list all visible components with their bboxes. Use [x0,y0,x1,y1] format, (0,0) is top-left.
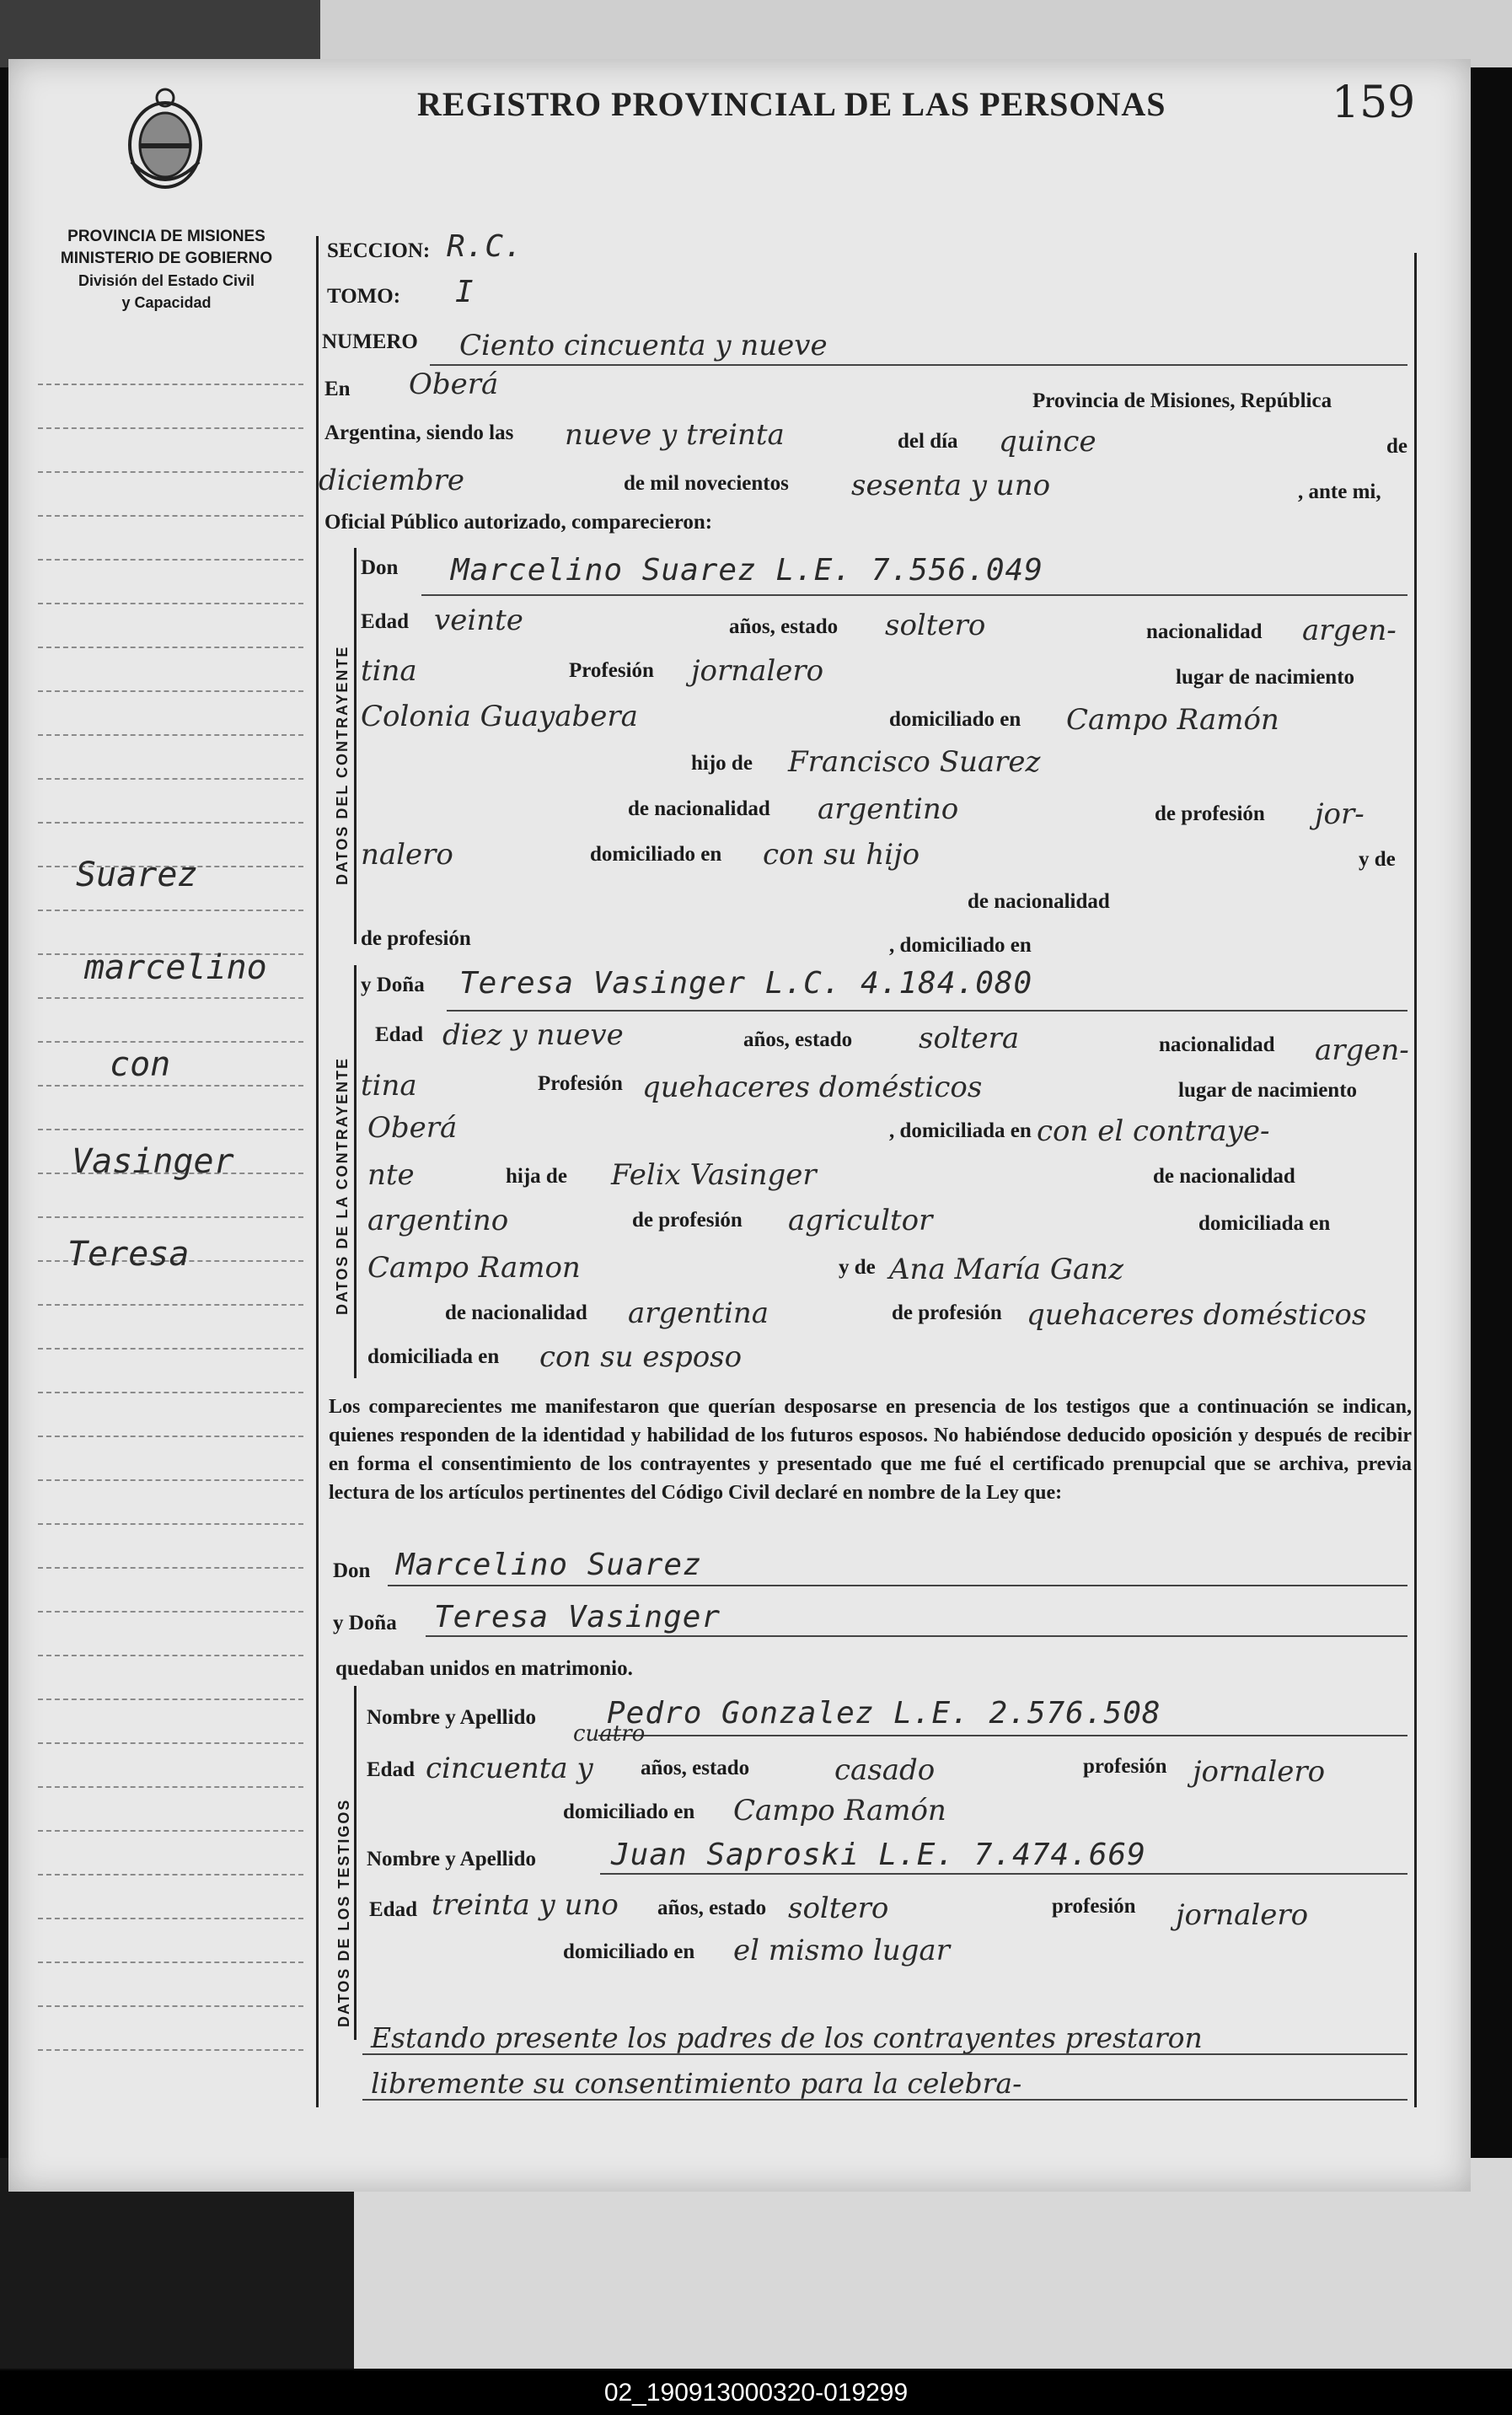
margin-dotted-line [38,822,303,824]
padre-la-domicilio: Campo Ramon [367,1251,581,1285]
margin-dotted-line [38,734,303,736]
margin-dotted-line [38,1874,303,1876]
tomo-label: TOMO: [327,285,401,308]
testigo-1-domicilio: Campo Ramón [733,1794,946,1827]
image-caption: 02_190913000320-019299 [0,2370,1512,2415]
decl-dona-label: y Doña [333,1612,397,1634]
en-label: En [324,378,351,400]
testigo-1-nombre: Pedro Gonzalez L.E. 2.576.508 [607,1696,1161,1731]
contrayente-section-label: DATOS DEL CONTRAYENTE [334,645,351,885]
argentina-text: Argentina, siendo las [324,421,514,444]
t1-nombre-label: Nombre y Apellido [367,1706,536,1729]
anios-estado-la-label: años, estado [743,1028,853,1051]
nacionalidad-label: nacionalidad [1146,620,1263,643]
margin-dotted-line [38,559,303,561]
domiciliada-en-label: , domiciliada en [889,1119,1032,1142]
contrayente-profesion: jornalero [691,654,824,688]
padre-profesion-2: nalero [361,838,453,872]
t1-domiciliado-label: domiciliado en [563,1801,695,1823]
testigo-1-edad-sup: cuatro [573,1721,646,1747]
margin-dotted-line [38,778,303,780]
lugar-nac-la-label: lugar de nacimiento [1178,1079,1358,1102]
contrayente-la-estado: soltera [919,1022,1020,1055]
margin-dotted-line [38,1041,303,1043]
margin-dotted-line [38,1304,303,1306]
margin-dotted-line [38,1523,303,1525]
margin-dotted-line [38,647,303,648]
de-nacionalidad-la-label: de nacionalidad [1153,1165,1295,1188]
testigo-2-nombre: Juan Saproski L.E. 7.474.669 [611,1838,1146,1872]
padre-domicilio: con su hijo [763,838,920,872]
t1-edad-label: Edad [367,1758,415,1781]
provincia-text: Provincia de Misiones, República [1032,389,1332,412]
en-value: Oberá [409,368,499,401]
contrayente-la-nombre: Teresa Vasinger L.C. 4.184.080 [459,966,1033,1001]
margin-dotted-line [38,471,303,473]
margin-dotted-line [38,2049,303,2051]
de-nacionalidad2-label: de nacionalidad [968,890,1110,913]
domiciliado-en-label: domiciliado en [889,708,1021,731]
contrayente-la-edad: diez y nueve [442,1018,624,1052]
domiciliada-en2-label: domiciliada en [1198,1212,1331,1235]
dona-label: y Doña [361,974,425,996]
margin-dotted-line [38,1085,303,1087]
margin-dotted-line [38,1392,303,1393]
de-profesion2-la-label: de profesión [892,1301,1002,1324]
ante-mi-label: , ante mi, [1298,480,1381,503]
argentine-seal-icon [120,86,211,197]
decl-dona-value: Teresa Vasinger [434,1600,721,1634]
de-label: de [1386,435,1407,458]
madre-profesion: quehaceres domésticos [1027,1298,1367,1332]
profesion-label: Profesión [569,659,654,682]
hija-de-label: hija de [506,1165,567,1188]
contrayente-la-nacionalidad-2: tina [361,1069,417,1103]
margin-note-surname: Suarez [76,856,198,894]
ministry-line-4: y Capacidad [121,294,212,311]
domiciliado-en2-label: domiciliado en [590,843,722,866]
seccion-label: SECCION: [327,239,431,262]
testigos-bracket [354,1686,357,2040]
padre-profesion-1: jor- [1315,797,1365,831]
don-label: Don [361,556,399,579]
testigo-1-estado: casado [834,1753,936,1787]
contrayente-la-lugar-nac: Oberá [367,1111,458,1145]
t2-domiciliado-label: domiciliado en [563,1940,695,1963]
padre-la-nacionalidad: argentino [367,1204,509,1237]
nota-line-1: Estando presente los padres de los contrayentes prestaron [371,2021,1203,2054]
margin-note-con: con [110,1045,171,1084]
tomo-value: I [455,275,475,309]
numero-value: Ciento cincuenta y nueve [459,329,828,362]
decl-don-value: Marcelino Suarez [396,1548,702,1582]
t1-anios-estado-label: años, estado [641,1757,750,1779]
contrayente-la-padre: Felix Vasinger [611,1158,817,1192]
testigos-section-label: DATOS DE LOS TESTIGOS [335,1798,352,2027]
contrayente-la-profesion: quehaceres domésticos [642,1071,983,1104]
de-profesion2-label: de profesión [361,927,471,950]
ministry-line-1: PROVINCIA DE MISIONES [67,228,265,245]
mes-value: diciembre [319,464,465,497]
anios-estado-label: años, estado [729,615,839,638]
margin-dotted-line [38,1611,303,1613]
hora-value: nueve y treinta [565,418,785,452]
madre-nacionalidad: argentina [628,1296,769,1330]
margin-dotted-line [38,1655,303,1656]
contrayente-la-madre: Ana María Ganz [889,1253,1124,1286]
numero-label: NUMERO [322,330,418,353]
margin-dotted-line [38,515,303,517]
hijo-de-label: hijo de [691,752,753,775]
del-dia-label: del día [898,430,958,453]
margin-dotted-line [38,1830,303,1832]
edad-la-label: Edad [375,1023,423,1046]
margin-dotted-line [38,1567,303,1569]
ministry-line-2: MINISTERIO DE GOBIERNO [60,250,273,267]
domiciliada-en3-label: domiciliada en [367,1345,500,1368]
margin-note-spouse-name: Teresa [67,1235,190,1274]
margin-dotted-line [38,1962,303,1963]
t2-nombre-label: Nombre y Apellido [367,1848,536,1870]
oficial-text: Oficial Público autorizado, comparecieron: [324,511,713,534]
domiciliado-en3-label: , domiciliado en [889,934,1032,957]
testigo-1-profesion: jornalero [1193,1755,1326,1789]
margin-dotted-line [38,1348,303,1350]
margin-dotted-line [38,1918,303,1919]
de-profesion-label: de profesión [1155,802,1265,825]
margin-dotted-line [38,1699,303,1700]
dia-value: quince [999,425,1096,459]
contrayente-estado: soltero [885,609,986,642]
contrayente-edad: veinte [434,604,523,637]
ministry-line-3: División del Estado Civil [78,272,255,289]
testigo-2-edad: treinta y uno [432,1888,619,1922]
edad-label: Edad [361,610,409,633]
testigo-2-profesion: jornalero [1176,1898,1309,1932]
seccion-value: R.C. [447,229,523,264]
t1-profesion-label: profesión [1083,1755,1167,1778]
contrayente-bracket [354,548,357,944]
margin-dotted-line [38,910,303,911]
padre-la-profesion: agricultor [788,1204,933,1237]
margin-note-spouse-surname: Vasinger [72,1142,234,1181]
t2-edad-label: Edad [369,1898,417,1921]
margin-dotted-line [38,690,303,692]
margin-dotted-line [38,997,303,999]
margin-dotted-line [38,1786,303,1788]
t2-profesion-label: profesión [1052,1895,1136,1918]
background-top [0,0,1512,67]
margin-dotted-line [38,1216,303,1218]
profesion-la-label: Profesión [538,1072,623,1095]
testigo-1-edad: cincuenta y [426,1752,593,1785]
de-mil-label: de mil novecientos [624,472,789,495]
margin-dotted-line [38,1129,303,1130]
margin-divider [316,236,319,2107]
margin-dotted-line [38,2005,303,2007]
de-nacionalidad2-la-label: de nacionalidad [445,1301,587,1324]
y-de-la-label: y de [839,1256,876,1279]
anio-value: sesenta y uno [851,469,1051,502]
contrayente-lugar-nac: Colonia Guayabera [361,700,638,733]
contrayente-nacionalidad-2: tina [361,654,417,688]
margin-dotted-line [38,603,303,604]
lugar-nac-label: lugar de nacimiento [1176,666,1355,689]
declaracion-paragraph: Los comparecientes me manifestaron que querían desposarse en presencia de los testigos que a continuación se indican, quienes responden de la identidad y habilidad de los futuros esposos. No habiéndose deducido oposición y después de recibir en forma el consentimiento de los contrayentes y presentado que me fué el certificado prenupcial que se archiva, previa lectura de los artículos pertinentes del Código Civil declaré en nombre de la Ley que: [329,1396,1412,1504]
contrayente-domicilio: Campo Ramón [1066,703,1279,737]
contrayente-padre: Francisco Suarez [788,745,1041,779]
de-nacionalidad-label: de nacionalidad [628,797,770,820]
contrayente-la-bracket [354,965,357,1378]
t2-anios-estado-label: años, estado [657,1897,767,1919]
padre-nacionalidad: argentino [818,792,959,826]
testigo-2-estado: soltero [788,1892,889,1925]
nacionalidad-la-label: nacionalidad [1159,1033,1275,1056]
right-border [1414,253,1417,2107]
margin-dotted-line [38,1436,303,1437]
contrayente-la-domicilio-1: con el contraye- [1037,1114,1270,1148]
page-number: 159 [1332,78,1416,128]
contrayente-nacionalidad-1: argen- [1302,614,1397,647]
de-profesion-la-label: de profesión [632,1209,743,1232]
margin-dotted-line [38,1742,303,1744]
page-title: REGISTRO PROVINCIAL DE LAS PERSONAS [417,85,1166,123]
nota-line-2: libremente su consentimiento para la celebra- [371,2067,1022,2100]
contrayente-la-section-label: DATOS DE LA CONTRAYENTE [334,1056,351,1315]
y-de-label: y de [1359,848,1396,871]
margin-dotted-line [38,1479,303,1481]
margin-dotted-line [38,384,303,385]
contrayente-la-domicilio-2: nte [367,1158,415,1192]
ministry-heading [21,226,312,314]
testigo-2-domicilio: el mismo lugar [733,1934,950,1967]
contrayente-la-nacionalidad-1: argen- [1315,1033,1409,1067]
contrayente-nombre: Marcelino Suarez L.E. 7.556.049 [451,553,1043,588]
unidos-text: quedaban unidos en matrimonio. [335,1657,633,1680]
margin-dotted-line [38,427,303,429]
madre-domicilio: con su esposo [539,1340,743,1374]
decl-don-label: Don [333,1559,371,1582]
margin-note-name: marcelino [84,948,267,987]
